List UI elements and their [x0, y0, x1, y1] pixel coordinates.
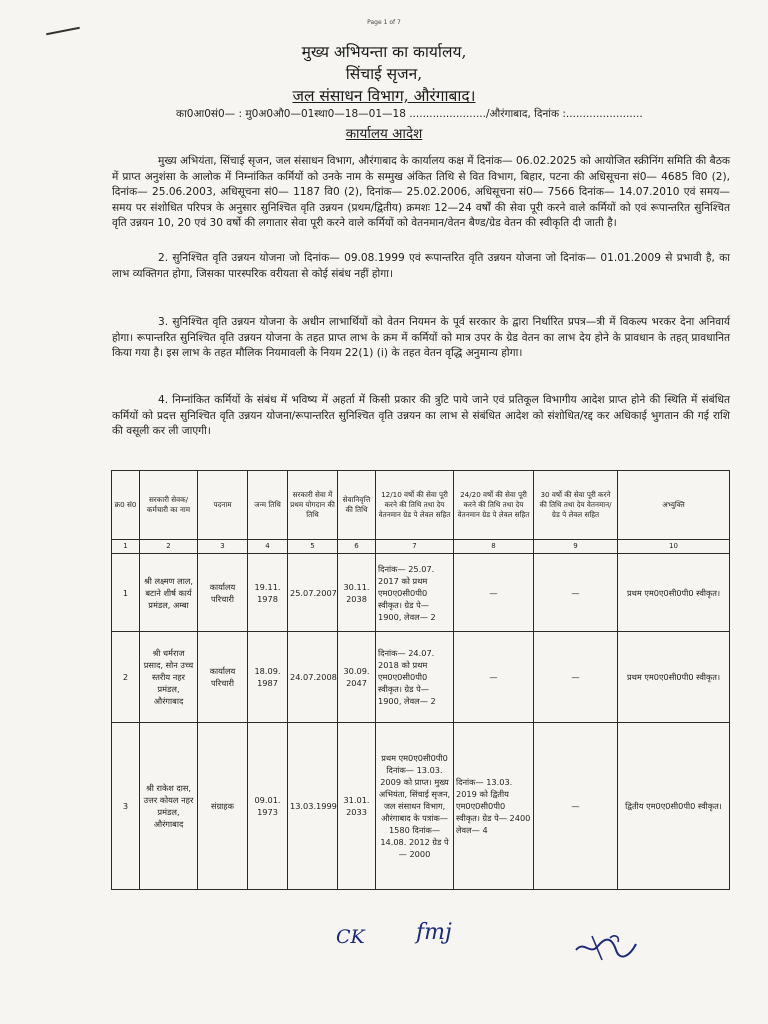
cell-name: श्री धर्मराज प्रसाद, सोन उच्च स्तरीय नहर प्रमंडल, औरंगाबाद: [140, 632, 198, 723]
cell-remarks: प्रथम एम0ए0सी0पी0 स्वीकृत।: [618, 554, 730, 632]
column-number: 6: [338, 540, 376, 554]
column-number: 9: [534, 540, 618, 554]
cell-joining: 24.07.2008: [288, 632, 338, 723]
signature-initials-2: fmj: [416, 920, 452, 945]
header-dob: जन्म तिथि: [248, 471, 288, 540]
cell-sn: 2: [112, 632, 140, 723]
column-number: 5: [288, 540, 338, 554]
column-number: 7: [376, 540, 454, 554]
header-sn: क्र0 सं0: [112, 471, 140, 540]
cell-second-upgrade: —: [454, 632, 534, 723]
column-number: 10: [618, 540, 730, 554]
scan-mark: [46, 27, 80, 35]
table-row: [112, 723, 730, 890]
column-number: 4: [248, 540, 288, 554]
department-name: जल संसाधन विभाग, औरंगाबाद।: [292, 87, 476, 105]
header-second-upgrade: 24/20 वर्षो की सेवा पूरी करने की तिथि तथा देय वेतनमान ग्रेड पे लेवल सहित: [454, 471, 534, 540]
column-number: 1: [112, 540, 140, 554]
cell-third-upgrade: —: [534, 632, 618, 723]
header-third-upgrade: 30 वर्षो की सेवा पूरी करने की तिथि तथा देय वेतनमान/ ग्रेड पे लेवल सहित: [534, 471, 618, 540]
paragraph-1: मुख्य अभियंता, सिंचाई सृजन, जल संसाधन विभाग, औरंगाबाद के कार्यालय कक्ष में दिनांक— 06.02.2025 को आयोजित स्क्रीनिंग समिति की बैठक में प्राप्त अनुशंसा के आलोक में निम्नांकित कर्मियों को उनके नाम के सम्मुख अंकित तिथि से वित विभाग, बिहार, पटना की अधिसूचना सं0— 4685 वि0 (2), दिनांक— 25.06.2003, अधिसूचना सं0— 1187 वि0 (2), दिनांक— 25.02.2006, अधिसूचना सं0— 7566 दिनांक— 14.07.2010 एवं समय—समय पर संशोधित परिपत्र के अनुसार सुनिश्चित वृति उन्नयन (प्रथम/द्वितीय) क्रमशः 12—24 वर्षों की सेवा पूरी करने वाले कर्मियों को एवं रूपान्तरित सुनिश्चित वृति उन्नयन 10, 20 एवं 30 वर्षो की लगातार सेवा पूरी करने वाले कर्मियों को वेतनमान/वेतन बैण्ड/ग्रेड वेतन की स्वीकृति दी जाती है।: [112, 155, 730, 230]
employee-table: [111, 470, 730, 890]
cell-designation: संग्राहक: [198, 723, 248, 890]
cell-second-upgrade: —: [454, 554, 534, 632]
cell-first-upgrade: दिनांक— 25.07. 2017 को प्रथम एम0ए0सी0पी0 स्वीकृत। ग्रेड पे— 1900, लेवल— 2: [376, 554, 454, 632]
header-designation: पदनाम: [198, 471, 248, 540]
cell-name: श्री लक्ष्मण लाल, बटाने शीर्ष कार्य प्रमंडल, अम्बा: [140, 554, 198, 632]
column-number: 8: [454, 540, 534, 554]
column-number: 2: [140, 540, 198, 554]
cell-first-upgrade: दिनांक— 24.07. 2018 को प्रथम एम0ए0सी0पी0 स्वीकृत। ग्रेड पे— 1900, लेवल— 2: [376, 632, 454, 723]
cell-remarks: द्वितीय एम0ए0सी0पी0 स्वीकृत।: [618, 723, 730, 890]
paragraph-3: 3. सुनिश्चित वृति उन्नयन योजना के अधीन लाभार्थियों को वेतन नियमन के पूर्व सरकार के द्वारा निर्धारित प्रपत्र—त्री में विकल्प भरकर देना अनिवार्य होगा। रूपान्तरित सुनिश्चित वृति उन्नयन योजना के तहत प्राप्त लाभ के क्रम में कर्मियों को मात्र उपर के ग्रेड वेतन का लाभ देय होने के प्रावधान के तहत् प्रावधानित किया गया है। इस लाभ के तहत मौलिक नियमावली के नियम 22(1) (i) के तहत वेतन वृद्धि अनुमान्य होगा।: [112, 316, 731, 360]
paragraph-2: 2. सुनिश्चित वृति उन्नयन योजना जो दिनांक— 09.08.1999 एवं रूपान्तरित वृति उन्नयन योजना जो दिनांक— 01.01.2009 से प्रभावी है, का लाभ व्यक्तिगत होगा, जिसका पारस्परिक वरीयता से कोई संबंध नहीं होगा।: [112, 252, 730, 280]
office-name: मुख्य अभियन्ता का कार्यालय,: [301, 43, 467, 61]
cell-third-upgrade: —: [534, 723, 618, 890]
cell-sn: 3: [112, 723, 140, 890]
signature-initials-1: CK: [336, 926, 365, 948]
header-retirement: सेवानिवृत्ति की तिथि: [338, 471, 376, 540]
table-header-row: [112, 471, 730, 540]
table-row: [112, 632, 730, 723]
cell-first-upgrade: प्रथम एम0ए0सी0पी0 दिनांक— 13.03. 2009 को प्राप्त। मुख्य अभियंता, सिंचाई सृजन, जल संसाधन विभाग, औरंगाबाद के पत्रांक— 1580 दिनांक— 14.08. 2012 ग्रेड पे— 2000: [376, 723, 454, 890]
page-number: Page 1 of 7: [367, 19, 401, 26]
cell-retirement: 30.11. 2038: [338, 554, 376, 632]
cell-remarks: प्रथम एम0ए0सी0पी0 स्वीकृत।: [618, 632, 730, 723]
cell-designation: कार्यालय परिचारी: [198, 632, 248, 723]
header-joining: सरकारी सेवा में प्रथम योगदान की तिथि: [288, 471, 338, 540]
cell-designation: कार्यालय परिचारी: [198, 554, 248, 632]
cell-sn: 1: [112, 554, 140, 632]
column-number-row: [112, 540, 730, 554]
reference-line: का0आ0सं0— : मु0अ0औ0—01स्था0—18—01—18 ......................./औरंगाबाद, दिनांक :.......................: [176, 108, 643, 120]
cell-joining: 25.07.2007: [288, 554, 338, 632]
header-name: सरकारी सेवक/ कर्मचारी का नाम: [140, 471, 198, 540]
cell-retirement: 31.01. 2033: [338, 723, 376, 890]
cell-dob: 09.01. 1973: [248, 723, 288, 890]
cell-second-upgrade: दिनांक— 13.03. 2019 को द्वितीय एम0ए0सी0पी0 स्वीकृत। ग्रेड पे— 2400 लेवल— 4: [454, 723, 534, 890]
cell-retirement: 30.09. 2047: [338, 632, 376, 723]
division-name: सिंचाई सृजन,: [345, 65, 423, 83]
table-row: [112, 554, 730, 632]
cell-third-upgrade: —: [534, 554, 618, 632]
column-number: 3: [198, 540, 248, 554]
cell-name: श्री राकेश दास, उत्तर कोयल नहर प्रमंडल, औरंगाबाद: [140, 723, 198, 890]
header-first-upgrade: 12/10 वर्षो की सेवा पूरी करने की तिथि तथा देय वेतनमान ग्रेड पे लेवल सहित: [376, 471, 454, 540]
order-title: कार्यालय आदेश: [345, 126, 423, 142]
officer-signature: [572, 930, 640, 964]
cell-dob: 18.09. 1987: [248, 632, 288, 723]
header-remarks: अभ्युक्ति: [618, 471, 730, 540]
cell-joining: 13.03.1999: [288, 723, 338, 890]
paragraph-4: 4. निम्नांकित कर्मियों के संबंध में भविष्य में अहर्ता में किसी प्रकार की त्रुटि पाये जाने एवं प्रतिकूल विभागीय आदेश प्राप्त होने की स्थिति में संबंधित कर्मियों को प्रदत्त सुनिश्चित वृति उन्नयन योजना/रूपान्तरित सुनिश्चित वृति उन्नयन का लाभ से संबंधित आदेश को संशोधित/रद्द कर अधिकाई भुगतान की गई राशि की वसूली कर ली जाएगी।: [112, 394, 730, 438]
cell-dob: 19.11. 1978: [248, 554, 288, 632]
